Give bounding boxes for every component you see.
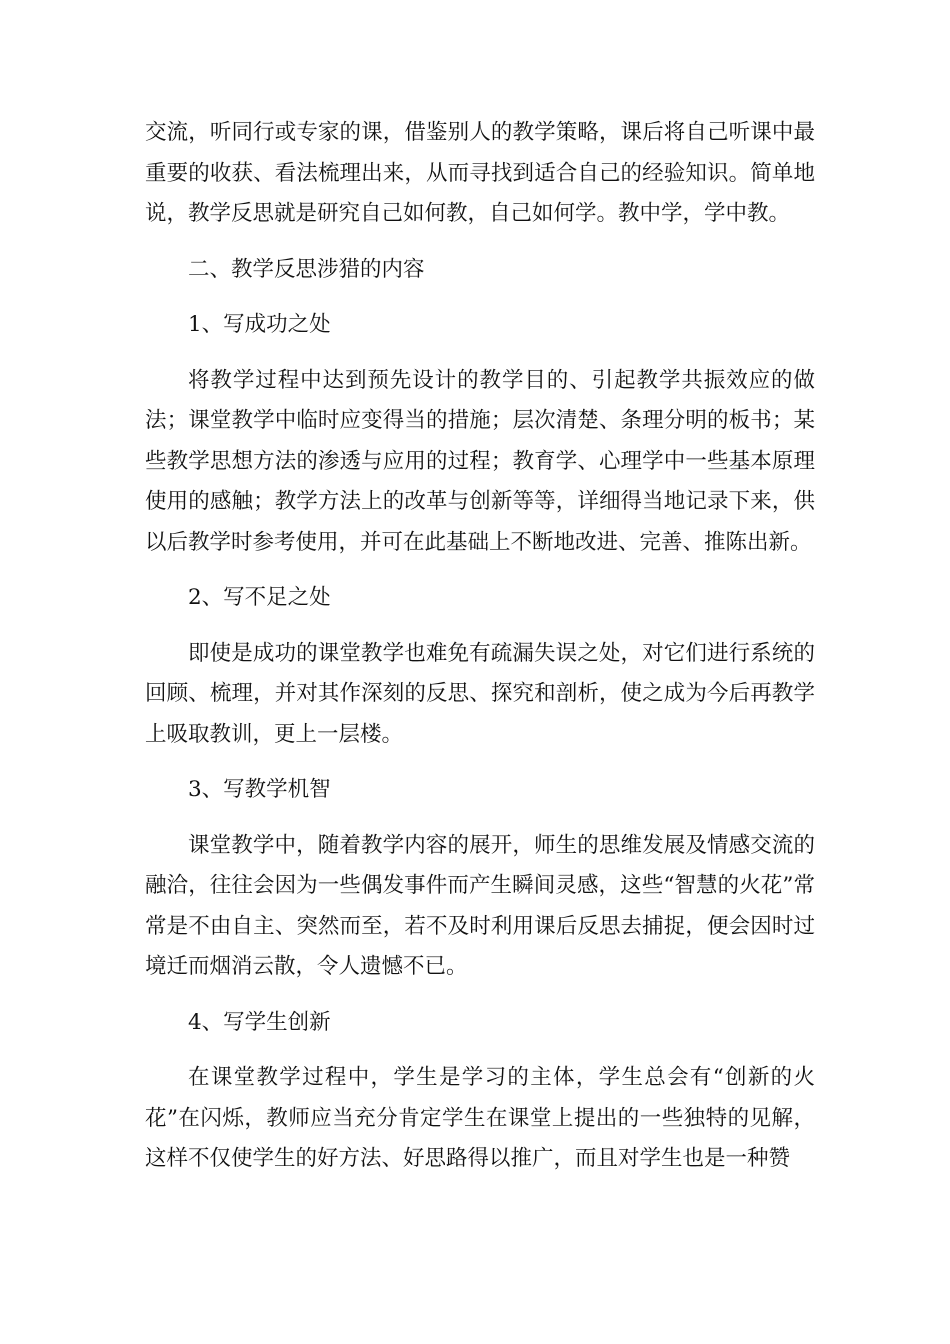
paragraph: 将教学过程中达到预先设计的教学目的、引起教学共振效应的做法；课堂教学中临时应变得当的措施；层次清楚、条理分明的板书；某些教学思想方法的渗透与应用的过程；教育学、心理学中一些基本原理使用的感触；教学方法上的改革与创新等等，详细得当地记录下来，供以后教学时参考使用，并可在此基础上不断地改进、完善、推陈出新。: [145, 367, 815, 555]
paragraph-continued: 交流，听同行或专家的课，借鉴别人的教学策略，课后将自己听课中最重要的收获、看法梳理出来，从而寻找到适合自己的经验知识。简单地说，教学反思就是研究自己如何教，自己如何学。教中学，学中教。: [145, 120, 815, 226]
paragraph: 即使是成功的课堂教学也难免有疏漏失误之处，对它们进行系统的回顾、梳理，并对其作深刻的反思、探究和剖析，使之成为今后再教学上吸取教训，更上一层楼。: [145, 640, 815, 747]
document-body: [145, 113, 815, 1195]
paragraph: 课堂教学中，随着教学内容的展开，师生的思维发展及情感交流的融洽，往往会因为一些偶发事件而产生瞬间灵感，这些“智慧的火花”常常是不由自主、突然而至，若不及时利用课后反思去捕捉，便会因时过境迁而烟消云散，令人遗憾不已。: [145, 832, 815, 979]
section-heading: 二、教学反思涉猎的内容: [188, 256, 425, 282]
subsection-heading: 1、写成功之处: [188, 312, 331, 337]
subsection-heading: 3、写教学机智: [188, 777, 331, 802]
subsection-heading: 4、写学生创新: [188, 1009, 331, 1035]
subsection-heading: 2、写不足之处: [188, 585, 331, 610]
paragraph: 在课堂教学过程中，学生是学习的主体，学生总会有“创新的火花”在闪烁，教师应当充分肯定学生在课堂上提出的一些独特的见解，这样不仅使学生的好方法、好思路得以推广，而且对学生也是一种赞: [145, 1065, 815, 1171]
